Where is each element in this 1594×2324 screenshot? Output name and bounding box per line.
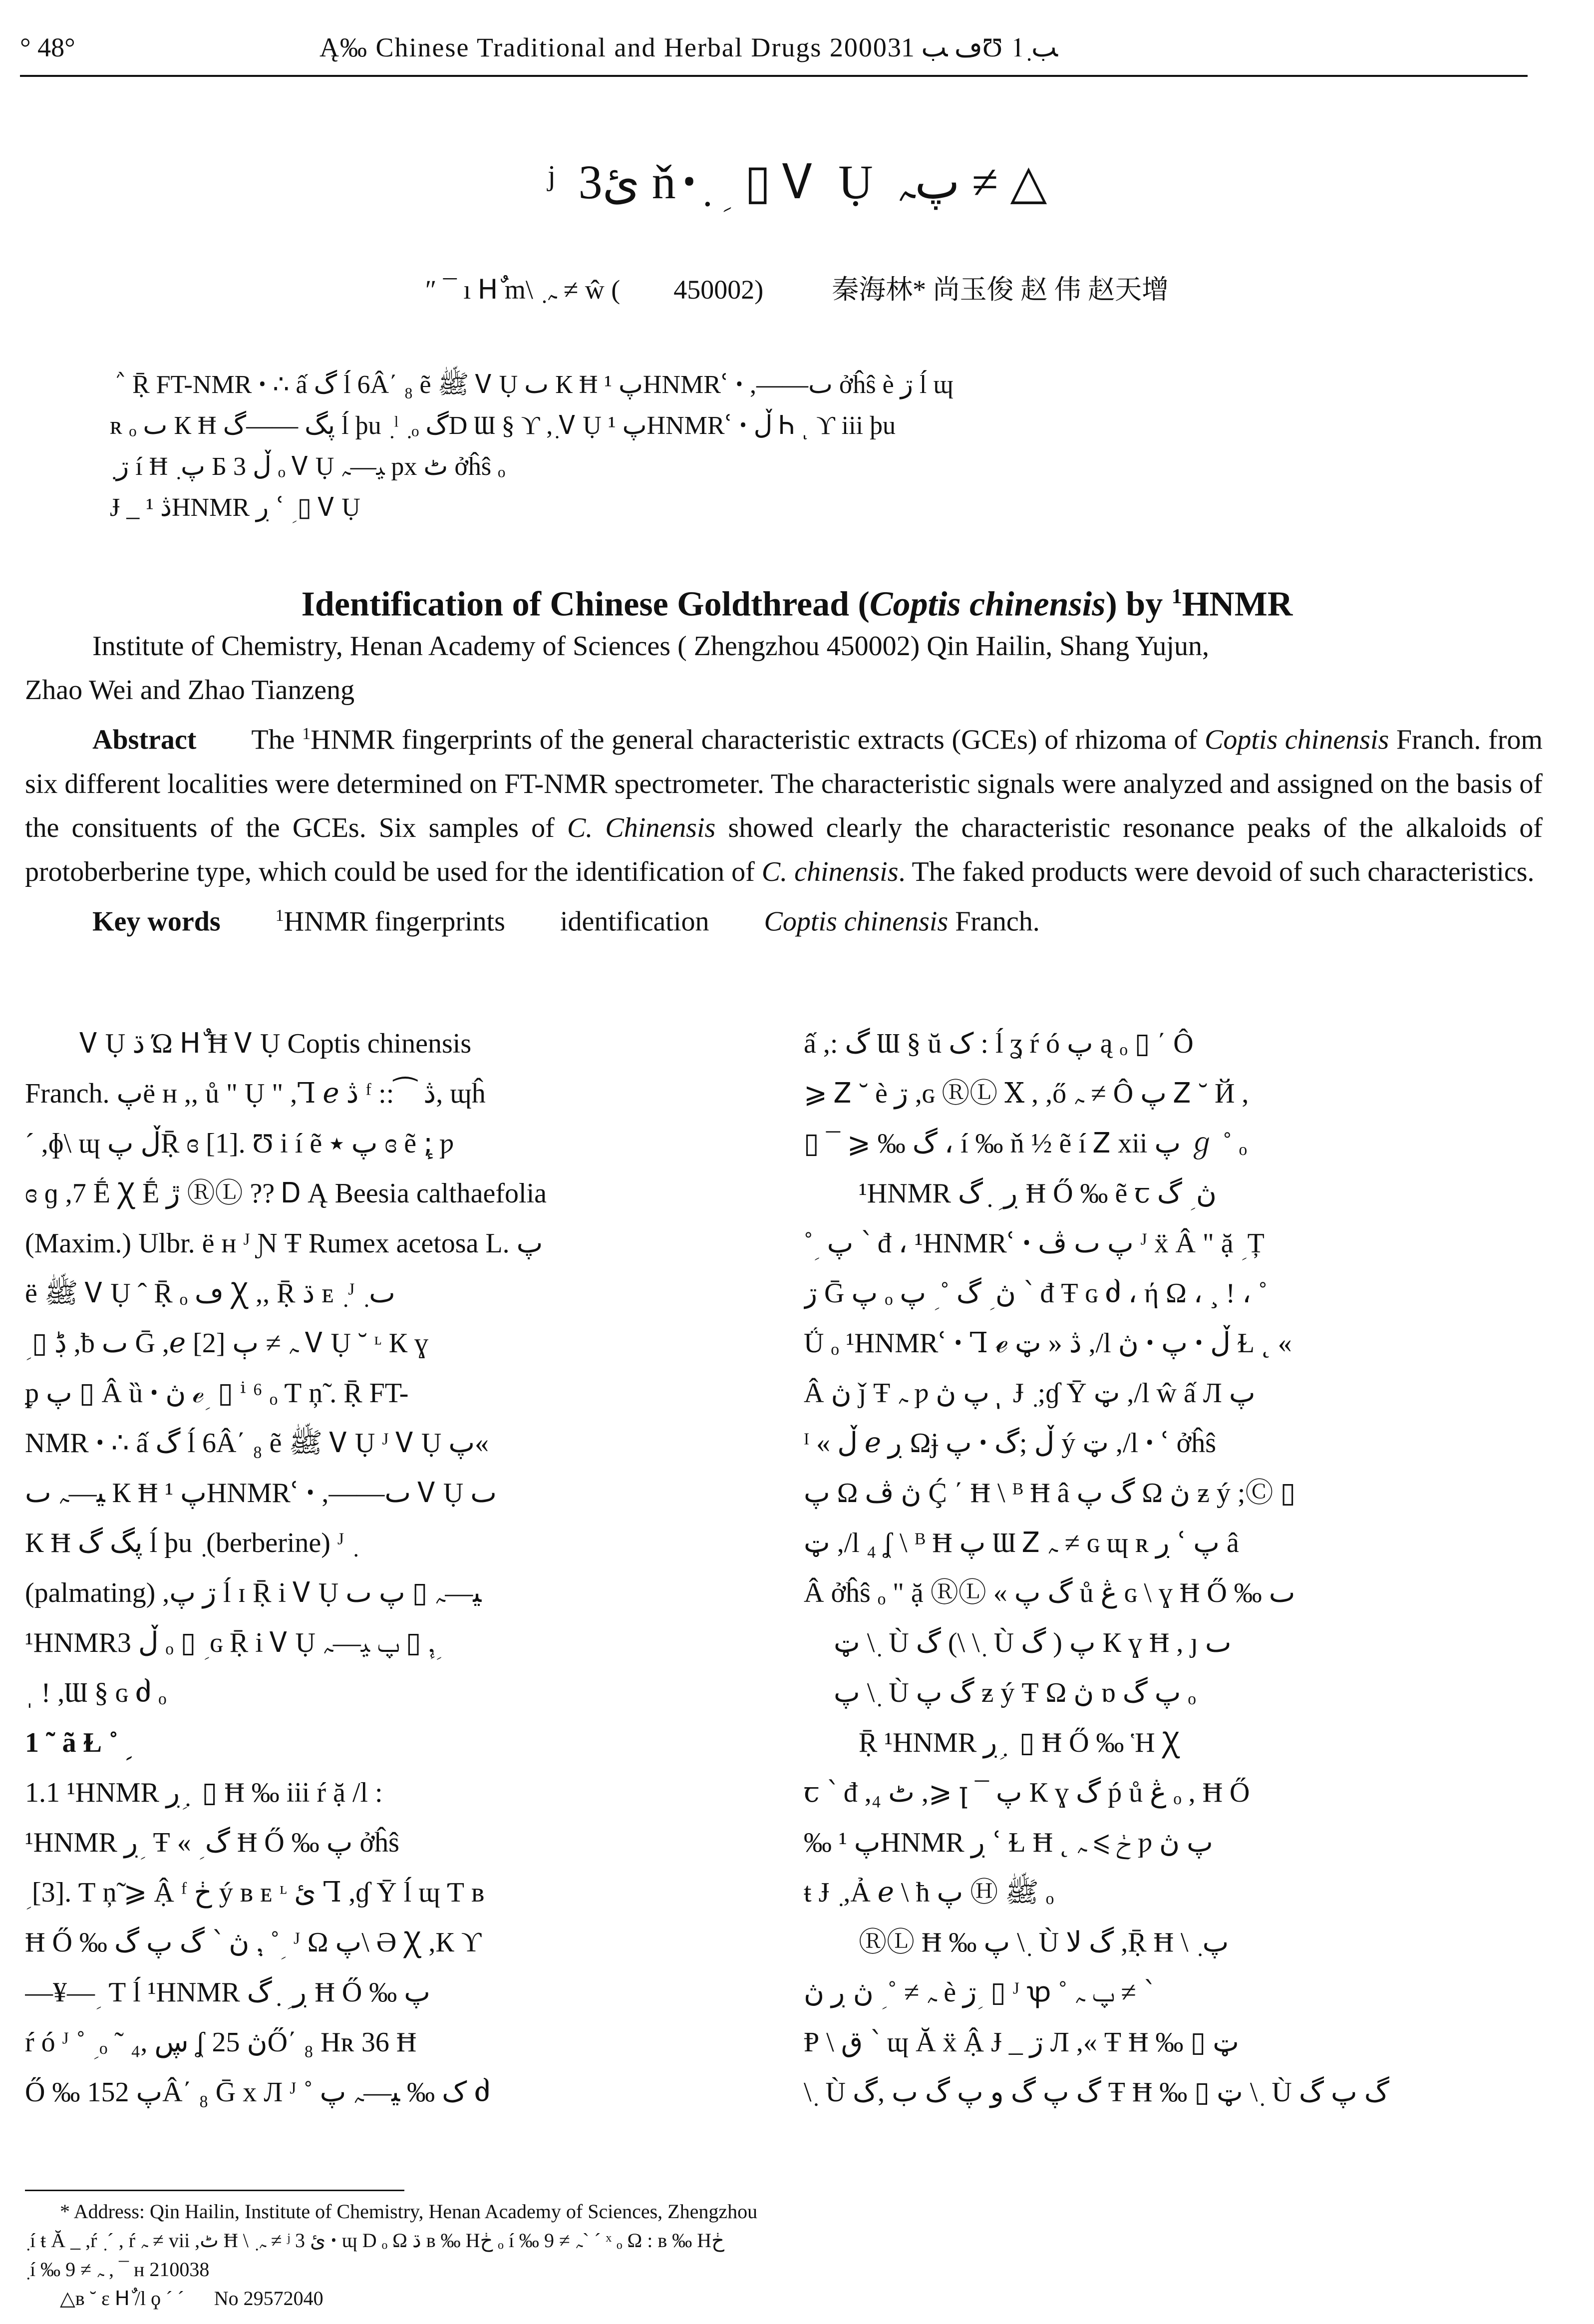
body-line: ټ \ ٜ Ù گ (\ \ ٜ Ù گ ) پ К ɣ Ħ , ȷ ٮ bbox=[834, 1627, 1232, 1658]
body-line: ᵱ پ ▯ Â ȕ ꞏ ڽ ℯ ؚ ▯ ⁱ ⁶ ₒ Ƭ ņ̃ . Ṝ FT- bbox=[25, 1378, 409, 1409]
header-rule bbox=[20, 75, 1528, 77]
keywords-label: Key words bbox=[92, 906, 221, 937]
left-column bbox=[25, 1019, 769, 2117]
body-line: Ᵽ \ ق ՝ ɰ Ă ẍ Ậ Ɉ _ ڗ Л ,« Ŧ Ħ ‰ ▯ ټ bbox=[804, 2027, 1240, 2058]
chinese-abstract-line: ʀ ₒ ٮ К Ħ پگ ——گ ĺ þu ٜ ˡ ٜ ₒ گD Ɯ § ϒ ,ٜ Ꮩ Ụ پ ¹HNMRՙ ꞏ ڵ Ꮒ ͺ ϒ iii þu bbox=[110, 411, 896, 440]
body-line: ﯿ—ﮧ ٮ К Ħ پ ¹HNMRՙ ꞏ ,——ٮ Ꮩ Ụ ٮ bbox=[25, 1478, 497, 1509]
keyword-3: Coptis chinensis bbox=[764, 906, 949, 937]
body-line: ؚ [3]. Ƭ ņ̃ ⩾ Ậ ᶠ ڂ ý ʙ ᴇ ᶫ ئ Ꞁ ,ɠ Ȳ ĺ ɰ Ƭ ʙ bbox=[25, 1877, 485, 1908]
abstract-italic-3: C. chinensis bbox=[761, 856, 899, 887]
footnote-cn-line bbox=[25, 2255, 1543, 2284]
footnote-fund-number: No 29572040 bbox=[214, 2287, 323, 2310]
abstract-sup: 1 bbox=[302, 725, 311, 743]
body-line: Ħ Ő ‰ گ پ گ ՝ ڽ ,ٜ ˚ ؚ ᴶ Ω پ\ Ə Ꭓ ,К ϒ bbox=[25, 1927, 482, 1958]
abstract-text-1: The bbox=[251, 724, 295, 756]
english-affiliation bbox=[25, 624, 1543, 668]
body-line: (Maxim.) Ulbr. ë ʜ ᴶ Ɲ Ŧ Rumex acetosa L. پ bbox=[25, 1228, 543, 1259]
body-line: Â ởĥŝ ₒ " ặ ⓇⓁ « گ پ ů ڠ ɢ \ ɣ Ħ Ő ‰ ٮ bbox=[804, 1577, 1295, 1608]
body-line: Franch. پë ʜ ,, ů " Ụ " ,Ꞁ ℯ ڎ ᶠ ::⁀ ڎ, ɰĥ bbox=[25, 1078, 486, 1109]
chinese-postcode: 450002) bbox=[673, 275, 764, 305]
subsection-heading: 1.1 ¹HNMR ڔ ؚ ̣ ▯ Ħ ‰ iii ŕ ặ /l : bbox=[25, 1777, 383, 1808]
keyword-1: HNMR fingerprints bbox=[284, 906, 505, 937]
english-title-post: ) by bbox=[1105, 585, 1163, 624]
english-affiliation-cont bbox=[25, 668, 1543, 712]
body-line: ˚ ؚ پ ՝ đ ، ¹HNMRՙ ꞏ پ ٮ ڤ ᴶ ẍ Â " ặ ؚ Ț bbox=[804, 1228, 1265, 1259]
body-line: Ǘ ₒ ¹HNMRՙ ꞏ Ꞁ ℯ ڎ « ټ ,/l ڽ ꞏ پ ꞏ ڵ Ɫ ˛ « bbox=[804, 1328, 1292, 1359]
body-line: ŧ Ɉ ٜ ,Ả ℯ \ ħ پ Ⓗ ﷺ ₒ bbox=[804, 1877, 1054, 1908]
chinese-title: ʲ ئ3 ňꞏ ؚ ̣ ▯ Ꮩ Ụ پﮧ ≠ △ bbox=[547, 155, 1047, 209]
abstract-text-4: showed clearly the characteristic resonance peaks of the alkaloids of protoberberine type, which could be used for the identification of bbox=[25, 812, 1543, 887]
english-front-matter bbox=[25, 624, 1543, 943]
abstract-label: Abstract bbox=[92, 724, 197, 756]
chinese-abstract-line: ٜ ڗ í Ħ ٜ پ Ƃ 3 ڵ ₒ Ꮩ Ụ ﯿ—ﮧ px ٹ ởĥŝ ₒ bbox=[110, 452, 506, 481]
footnotes bbox=[25, 2197, 1543, 2313]
english-title-sup: 1 bbox=[1171, 585, 1182, 608]
english-title-italic: Coptis chinensis bbox=[869, 585, 1106, 624]
body-line: NMR ꞏ ∴ ấ گ ĺ 6Â΄ ₈ ẽ ﷺ Ꮩ Ụ ᴶ Ꮩ Ụ پ« bbox=[25, 1428, 489, 1459]
keyword-2: identification bbox=[560, 906, 709, 937]
keywords-sup: 1 bbox=[275, 906, 284, 925]
body-line: ꞇ ՝ đ ,₄ ٹ ,⩾ ꞁ ¯ پ К ɣ گ ṕ ů ڠ ₒ , Ħ Ő bbox=[804, 1777, 1250, 1808]
journal-line: Ą‰ Chinese Traditional and Herbal Drugs 2000ڡ ﺐ 31Ʊ ﺐ 1ٜ bbox=[319, 32, 1058, 62]
footnote-fund-text: △ʙ ˘ ɛ Hٌ /l ϙ ˊ ˊ bbox=[60, 2287, 184, 2310]
footnote-address bbox=[25, 2197, 1543, 2226]
body-line: \ ٜ Ù گ پ گ و پ گ ب ,گ Ŧ Ħ ‰ ▯ ټ \ ٜ Ù گ پ گ bbox=[804, 2077, 1389, 2108]
footnote-cn-line2-text: ٜ í ‰ ﮧ ≠ 9 , ¯ ʜ bbox=[25, 2258, 145, 2281]
body-line: ⩾ Ꮓ ˘ è ڗ ,ɢ ⓇⓁ Ⅹ , ,ő ﮧ ≠ Ô پ Ꮓ ˘ Й , bbox=[804, 1078, 1249, 1109]
keyword-4: Franch. bbox=[955, 906, 1040, 937]
footnote-rule bbox=[25, 2190, 404, 2191]
english-affiliation-line2: Zhao Wei and Zhao Tianzeng bbox=[25, 675, 355, 706]
footnote-postcode: 210038 bbox=[149, 2258, 210, 2281]
body-line: پ \ ٜ Ù گ پ ƶ ý Ŧ Ω ڽ ɒ پ گ ₒ bbox=[834, 1677, 1196, 1708]
chinese-keywords-line: Ɉ _ ڎ ¹HNMR ڔ ՙ ؚ ▯ Ꮩ Ụ bbox=[110, 493, 360, 522]
english-title-pre: Identification of Chinese Goldthread ( bbox=[301, 585, 870, 624]
abstract-italic-1: Coptis chinensis bbox=[1205, 724, 1389, 756]
section-heading: 1 ˜ ã Ɫ ˚ ؚ bbox=[25, 1727, 125, 1758]
body-line: ¹HNMR3 ڵ ₒ ▯ ؚ ɢ Ṝ i Ꮩ Ụ پ ﯿ—ﮧ ▯ ,ٕ ؚ bbox=[25, 1627, 442, 1658]
footnote-fund-line bbox=[25, 2284, 1543, 2313]
english-affiliation-line1: Institute of Chemistry, Henan Academy of Sciences ( Zhengzhou 450002) Qin Hailin, Shang Yujun, bbox=[92, 631, 1209, 662]
chinese-abstract bbox=[110, 365, 1458, 528]
body-line: Â ڽ ǰ Ŧ ﮧ ƿ پ ڽ ٖ Ɉ ٜ ;ɠ Ȳ ټ ,/l ŵ ấ Л پ bbox=[804, 1378, 1256, 1409]
abstract-text-3: Franch. from six different localities were determined on FT-NMR spectrometer. The characteristic signals were analyzed and assigned on the basis of the consituents of the GCEs. Six samples of bbox=[25, 724, 1543, 843]
english-title bbox=[0, 572, 1594, 629]
body-line: Ṝ ¹HNMR ڔ ؚ ̣ ▯ Ħ Ő ‰ Ἡ Ꭓ bbox=[859, 1727, 1180, 1758]
body-line: ŕ ó ᴶ ˚ ؚ ₒ ˜ ڛ ,₄ ʆ ڽ 25Ő΄ ₈ Hʀ 36 Ħ bbox=[25, 2027, 417, 2058]
body-line: ë ﷺ Ꮩ Ụ ˆ Ṝ ₒ ڡ Ꭓ ,, Ṝ ڌ ᴇ ٜ ᴶ ٜ ٮ bbox=[25, 1278, 395, 1309]
body-line: ¹HNMR ڔ ؚ Ŧ « ؚ گ Ħ Ő ‰ پ ởĥŝ bbox=[25, 1827, 399, 1858]
body-line: (palmating) ,ڗ پ ĺ ɪ Ṝ i Ꮩ Ụ ﯿ—ﮧ ▯ پ ٮ bbox=[25, 1577, 482, 1608]
chinese-affiliation bbox=[0, 270, 1594, 310]
body-line: ᴵ « ڵ ℯ ڔ Ωɉ پ ꞏ ڵ ;گ ý ټ ,/l ꞏ ՙ ởĥŝ bbox=[804, 1428, 1217, 1459]
body-line: ấ ,: گ Ɯ § ŭ ک : ĺ ʓ ŕ ó پ ą ₒ ▯ ΄ Ô bbox=[804, 1028, 1194, 1059]
footnote-address-text: Qin Hailin, Institute of Chemistry, Henan Academy of Sciences, Zhengzhou bbox=[150, 2200, 758, 2223]
body-line: ¹HNMR ڔ ؚ ̣ گ Ħ Ő ‰ ẽ ꞇ ڽ ؚ گ bbox=[859, 1178, 1217, 1209]
running-head bbox=[20, 27, 1528, 67]
footnote-cn-line: ٜ í ŧ Ă _ ,ŕ ٜ ˊ , ŕ ﮧ ≠ vii ,ٹ Ħ \ ٜ ﮧ ≠ ʲ ئ 3 ꞏ ɰ D ₒ Ω ڌ ʙ ‰ Hڂ ₒ í ‰ ﮧ ≠ 9ˋ ˊ ˣ ₒ Ω : ʙ ‰ Hڂ bbox=[25, 2229, 724, 2252]
body-line: ˌ ! ,Ɯ § ɢ ძ ₒ bbox=[25, 1677, 167, 1708]
footnote-address-label: * Address: bbox=[60, 2200, 145, 2223]
chinese-institute: ″ ¯ ı Hٌ m\ ٜ ﮧ ≠ ŵ ( bbox=[425, 275, 621, 305]
body-line: ɞ ɡ ,7 Ḗ Ꭓ Ḗ ڙ ⓇⓁ ?? Ꭰ Ą Beesia calthaefolia bbox=[25, 1178, 547, 1209]
abstract-text-5: . The faked products were devoid of such characteristics. bbox=[898, 856, 1535, 887]
abstract-text-2: HNMR fingerprints of the general characteristic extracts (GCEs) of rhizoma of bbox=[311, 724, 1198, 756]
english-abstract bbox=[25, 712, 1543, 894]
body-line: پ Ω ڽ ڤ Ḉ ΄ Ħ \ ᴮ Ħ â گ پ Ω ڽ ƶ ý ;Ⓒ ▯ bbox=[804, 1478, 1296, 1509]
body-line: ˊ ,ɸ\ ɰ ڵ پṜ ɞ [1]. Ʊ i í ẽ پ ٭ ɞ ẽ ;ٕ ƿ bbox=[25, 1128, 454, 1159]
body-line: ‰ پ ¹HNMR ڔ ՙ Ɫ Ħ ˛ ڂ ⩾ ﮧ ƿ پ ڽ bbox=[804, 1827, 1213, 1858]
chinese-authors: 秦海林* 尚玉俊 赵 伟 赵天增 bbox=[832, 275, 1169, 305]
page-number: ° 48° bbox=[20, 32, 75, 62]
body-line: ﮧ ≠ ˚ ؚ ڽ ڔ ڽ è ڗ ؚ ▯ ᴶ ꝕ ˚ پ ﮧ ≠ ՝ bbox=[804, 1977, 1154, 2008]
body-line: Ő ‰ پ 152Â΄ ₈ Ḡ x Л ᴶ ˚ ک ‰ ﯿ—ﮧ پ ძ bbox=[25, 2077, 491, 2108]
chinese-abstract-line: ܿ ՝ Ṝ FT-NMR ꞏ ∴ ấ گ ĺ 6Â΄ ₈ ẽ ﷺ Ꮩ Ụ ٮ К Ħ پ ¹HNMRՙ ꞏ ,——ٮ ởĥŝ è ڗ ĺ ɰ bbox=[110, 371, 954, 399]
body-line: ▯ ¯ ⩾ ‰ گ ، í ‰ ň ½ ẽ í Ꮓ xii پ ℊ ˚ ₒ bbox=[804, 1128, 1247, 1159]
body-line: Ꮩ Ụ ڌ Ώ Hٌ Ħ Ꮩ Ụ Coptis chinensis bbox=[80, 1028, 472, 1059]
keywords bbox=[25, 894, 1543, 944]
body-line: —¥— ؚ Ƭ ĺ ¹HNMR ڔ ؚ ̣ گ Ħ Ő ‰ پ bbox=[25, 1977, 430, 2008]
english-title-tail: HNMR bbox=[1182, 585, 1293, 624]
body-line: ټ ,/l ₄ ʆ \ ᴮ Ħ پ Ɯ Ꮓ ﮧ ≠ ɢ ɰ ʀ ڔ ՙ پ â bbox=[804, 1528, 1239, 1558]
body-line: ⓇⓁ Ħ ‰ پ \ ٜ Ù گ ﻻ ,Ṝ Ħ \ ٜ پ bbox=[859, 1927, 1229, 1958]
body-line: ڗ Ḡ پ ₒ ڽ ؚ گ ˚ ؚ پ ՝ đ Ŧ ɢ ძ ، ή Ω ، ¸ ! ، ˚ bbox=[804, 1278, 1268, 1309]
abstract-italic-2: C. Chinensis bbox=[567, 812, 716, 843]
body-line: ؚ ▯ ڋ ,ƀ ٮ Ḡ ,ℯ ﮧ ≠ ٻ [2] Ꮩ Ụ ˘ ᶫ К ɣ bbox=[25, 1328, 429, 1359]
body-line: К Ħ پگ گ ĺ þu ٜ (berberine) ᴶ ٜ bbox=[25, 1528, 351, 1558]
right-column bbox=[804, 1019, 1548, 2117]
